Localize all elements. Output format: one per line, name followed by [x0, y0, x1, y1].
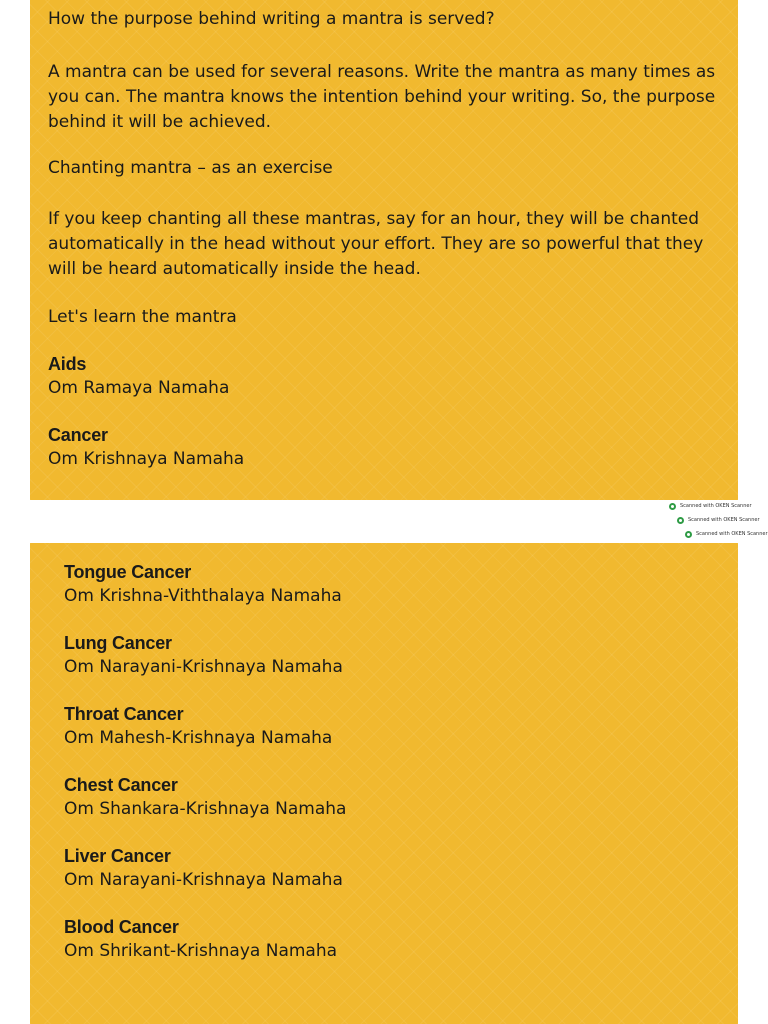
paragraph-line: behind it will be achieved. — [48, 112, 272, 132]
ailment-title: Blood Cancer — [64, 917, 179, 937]
ailment-title: Liver Cancer — [64, 846, 171, 866]
paragraph-line: automatically in the head without your effort. They are so powerful that they — [48, 234, 704, 254]
mantra-text: Om Narayani-Krishnaya Namaha — [64, 870, 343, 890]
mantra-text: Om Mahesh-Krishnaya Namaha — [64, 728, 333, 748]
mantra-text: Om Krishnaya Namaha — [48, 449, 245, 469]
scanner-watermark — [669, 501, 752, 511]
section-heading: Chanting mantra – as an exercise — [48, 158, 333, 178]
ailment-title: Tongue Cancer — [64, 562, 192, 582]
lets-learn-text: Let's learn the mantra — [48, 307, 237, 327]
mantra-text: Om Ramaya Namaha — [48, 378, 230, 398]
ailment-title: Aids — [48, 354, 87, 374]
scanner-logo-icon — [685, 531, 692, 538]
paragraph-line: A mantra can be used for several reasons. Write the mantra as many times as — [48, 62, 716, 82]
paragraph-line: If you keep chanting all these mantras, say for an hour, they will be chanted — [48, 209, 700, 229]
scanner-watermark-text: Scanned with OKEN Scanner — [688, 517, 760, 523]
mantra-text: Om Shankara-Krishnaya Namaha — [64, 799, 347, 819]
scanner-logo-icon — [677, 517, 684, 524]
scanner-watermark-text: Scanned with OKEN Scanner — [680, 503, 752, 509]
paragraph-line: you can. The mantra knows the intention behind your writing. So, the purpose — [48, 87, 716, 107]
scanned-page-2 — [30, 543, 738, 1024]
scanner-logo-icon — [669, 503, 676, 510]
question-text: How the purpose behind writing a mantra is served? — [48, 9, 495, 29]
scanned-page-1 — [30, 0, 738, 500]
ailment-title: Lung Cancer — [64, 633, 172, 653]
ailment-title: Throat Cancer — [64, 704, 184, 724]
scanner-watermark-text: Scanned with OKEN Scanner — [696, 531, 768, 537]
scanner-watermark — [677, 515, 760, 525]
paragraph-line: will be heard automatically inside the head. — [48, 259, 421, 279]
mantra-text: Om Narayani-Krishnaya Namaha — [64, 657, 343, 677]
ailment-title: Chest Cancer — [64, 775, 178, 795]
scanner-watermark — [685, 529, 768, 539]
ailment-title: Cancer — [48, 425, 108, 445]
mantra-text: Om Krishna-Viththalaya Namaha — [64, 586, 342, 606]
mantra-text: Om Shrikant-Krishnaya Namaha — [64, 941, 338, 961]
